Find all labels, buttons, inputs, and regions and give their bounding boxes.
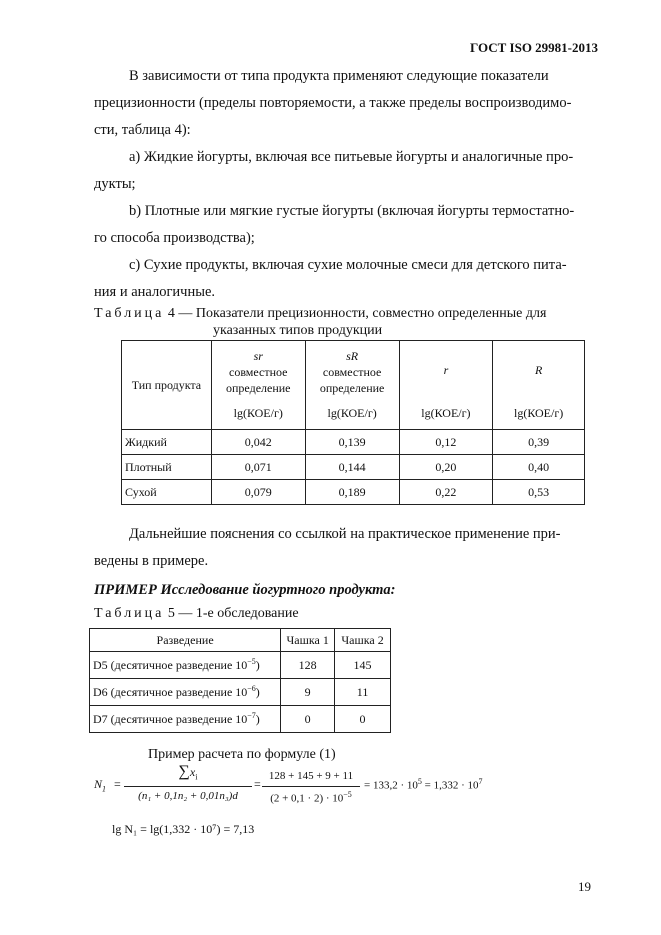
further-line-1: Дальнейшие пояснения со ссылкой на практическое применение при-	[129, 526, 561, 542]
sR-determination: определение	[319, 381, 385, 395]
formula-den-1: (n₁ + 0,1n₂ + 0,01n₃)d	[138, 790, 238, 802]
lg-line: lg N₁ = lg(1,332 · 10⁷) = 7,13	[112, 822, 255, 836]
cup1-value: 9	[281, 679, 335, 706]
table4-caption-text-2: указанных типов продукции	[213, 323, 383, 338]
cell-sr: 0,042	[211, 430, 305, 455]
dilution-text: D5 (десятичное разведение 10	[93, 658, 248, 672]
cell-R: 0,53	[493, 480, 585, 505]
dilution-exponent: −5	[247, 657, 256, 666]
example-title: ПРИМЕР Исследование йогуртного продукта:	[94, 582, 396, 598]
table5-header-dilution: Разведение	[90, 629, 281, 652]
formula-result	[364, 777, 483, 792]
cell-sR: 0,139	[305, 430, 399, 455]
formula-num-1	[124, 763, 252, 781]
formula-intro: Пример расчета по формуле (1)	[148, 747, 336, 762]
fraction-line-2	[262, 786, 360, 787]
sR-unit: lg(КОЕ/г)	[327, 406, 377, 420]
standard-header: ГОСТ ISO 29981-2013	[470, 40, 599, 55]
item-a-line-2: дукты;	[94, 176, 136, 192]
table4-caption	[94, 306, 546, 322]
table4-caption-word: Таблица	[94, 306, 165, 321]
sr-symbol: sr	[253, 349, 263, 363]
dilution-label	[90, 706, 281, 733]
intro-line-1: В зависимости от типа продукта применяют следующие показатели	[129, 68, 549, 84]
sum-symbol: ∑	[178, 763, 190, 780]
table5-caption-text: — 1-е обследование	[178, 606, 299, 621]
fraction-line-1	[124, 786, 252, 787]
den2-exponent: −5	[343, 790, 352, 799]
table4-caption-text-1: — Показатели прецизионности, совместно определенные для	[178, 306, 547, 321]
table5-caption-number: 5	[167, 606, 175, 621]
table-row	[90, 706, 391, 733]
formula-den-2	[262, 790, 360, 805]
formula-num-2: 128 + 145 + 9 + 11	[268, 770, 354, 782]
cell-sR: 0,144	[305, 455, 399, 480]
table4-header-R	[493, 341, 585, 430]
table5-header-row	[90, 629, 391, 652]
r-unit: lg(КОЕ/г)	[421, 406, 471, 420]
formula-eq-2: =	[254, 777, 261, 791]
table5-caption	[94, 606, 299, 622]
sum-var: x	[189, 765, 196, 779]
table5-header-cup1: Чашка 1	[281, 629, 335, 652]
page-number: 19	[578, 879, 591, 894]
result2-exponent: 7	[478, 777, 483, 786]
table-row	[122, 480, 585, 505]
sR-symbol: sR	[346, 349, 359, 363]
formula-lhs	[94, 777, 106, 793]
cell-r: 0,12	[399, 430, 493, 455]
dilution-table	[89, 628, 391, 733]
item-b-line-1: b) Плотные или мягкие густые йогурты (включая йогурты термостатно-	[129, 203, 575, 219]
table4-caption-number: 4	[167, 306, 175, 321]
lhs-subscript: 1	[102, 784, 107, 794]
sr-joint: совместное	[229, 365, 288, 379]
intro-line-2: прецизионности (пределы повторяемости, а также пределы воспроизводимо-	[94, 95, 572, 111]
sr-determination: определение	[226, 381, 291, 395]
table4-header-type: Тип продукта	[122, 341, 212, 430]
R-symbol: R	[534, 363, 543, 377]
result2-text: = 1,332 · 10	[424, 779, 479, 792]
cup2-value: 11	[335, 679, 391, 706]
table4-header-r	[399, 341, 493, 430]
item-a-line-1: а) Жидкие йогурты, включая все питьевые йогурты и аналогичные про-	[129, 149, 574, 165]
dilution-text: D7 (десятичное разведение 10	[93, 712, 248, 726]
sum-var-subscript: i	[195, 772, 198, 782]
r-symbol: r	[443, 363, 449, 377]
table5-header-cup2: Чашка 2	[335, 629, 391, 652]
R-unit: lg(КОЕ/г)	[513, 406, 564, 420]
table4-header-row	[122, 341, 585, 430]
dilution-label	[90, 652, 281, 679]
result1-exponent: 5	[417, 777, 422, 786]
dilution-close: )	[255, 658, 260, 672]
result1-text: = 133,2 · 10	[364, 779, 418, 792]
cell-sr: 0,071	[211, 455, 305, 480]
row-name: Сухой	[122, 480, 212, 505]
lhs-symbol: N	[94, 777, 103, 791]
intro-line-3: сти, таблица 4):	[94, 122, 191, 138]
den2-text: (2 + 0,1 · 2) · 10	[270, 792, 344, 805]
dilution-close: )	[255, 712, 260, 726]
table-row	[90, 652, 391, 679]
cup2-value: 0	[335, 706, 391, 733]
table5-caption-word: Таблица	[94, 606, 165, 621]
table-row	[122, 430, 585, 455]
cell-sr: 0,079	[211, 480, 305, 505]
table-row	[90, 679, 391, 706]
cell-r: 0,22	[399, 480, 493, 505]
dilution-close: )	[255, 685, 260, 699]
cell-R: 0,39	[493, 430, 585, 455]
table-row	[122, 455, 585, 480]
precision-table	[121, 340, 585, 505]
cell-r: 0,20	[399, 455, 493, 480]
item-b-line-2: го способа производства);	[94, 230, 255, 246]
table4-header-sr	[211, 341, 305, 430]
dilution-exponent: −7	[247, 711, 256, 720]
dilution-exponent: −6	[247, 684, 256, 693]
sR-joint: совместное	[322, 365, 382, 379]
item-c-line-1: с) Сухие продукты, включая сухие молочные смеси для детского пита-	[129, 257, 567, 273]
row-name: Жидкий	[122, 430, 212, 455]
dilution-label	[90, 679, 281, 706]
row-name: Плотный	[122, 455, 212, 480]
further-line-2: ведены в примере.	[94, 553, 209, 569]
sr-unit: lg(КОЕ/г)	[233, 406, 283, 420]
cup2-value: 145	[335, 652, 391, 679]
formula-eq-1: =	[114, 777, 121, 791]
cup1-value: 128	[281, 652, 335, 679]
item-c-line-2: ния и аналогичные.	[94, 284, 216, 300]
cell-sR: 0,189	[305, 480, 399, 505]
cell-R: 0,40	[493, 455, 585, 480]
dilution-text: D6 (десятичное разведение 10	[93, 685, 248, 699]
cup1-value: 0	[281, 706, 335, 733]
table4-header-sR	[305, 341, 399, 430]
